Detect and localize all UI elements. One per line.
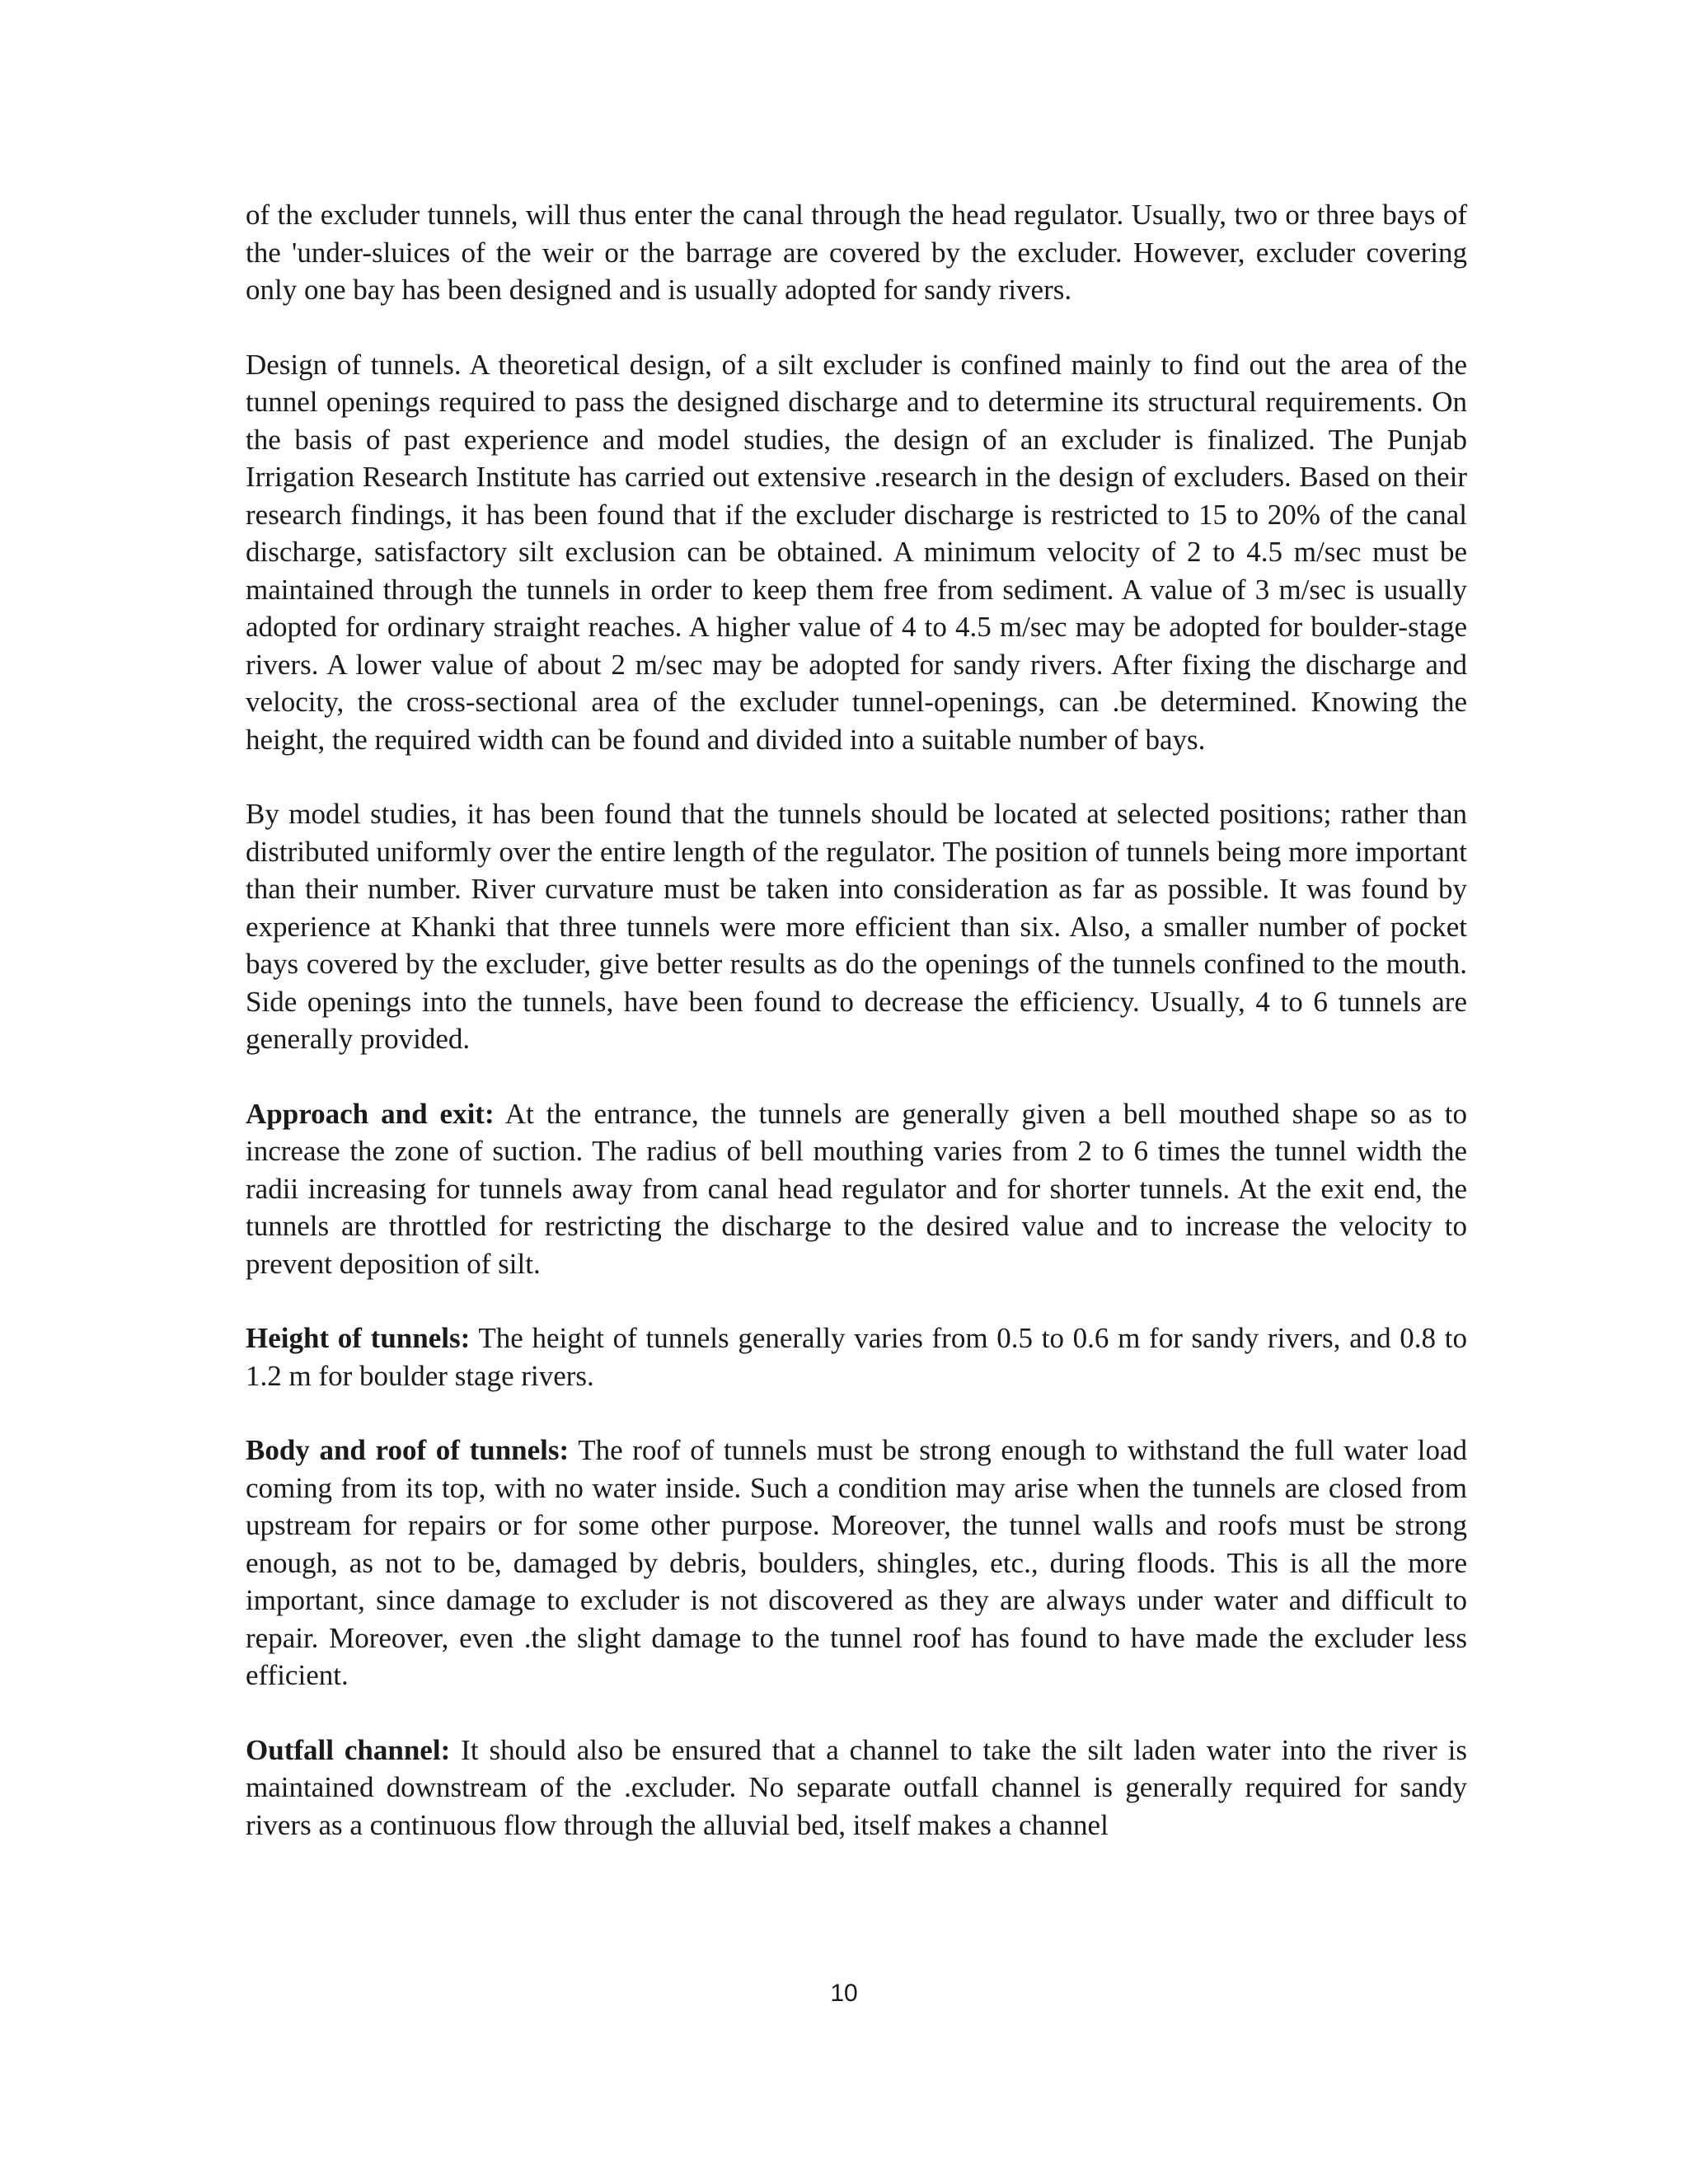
paragraph-text: At the entrance, the tunnels are generally given a bell mouthed shape so as to increase the zone of suction. The radius of bell mouthing varies from 2 to 6 times the tunnel width the radii increasing for tunnels away from canal head regulator and for shorter tunnels. At the exit end, the tunnels are throttled for restricting the discharge to the desired value and to increase the velocity to prevent deposition of silt. [246,1097,1468,1280]
paragraph-lead: Approach and exit: [246,1097,495,1130]
paragraph-lead: Body and roof of tunnels: [246,1434,570,1466]
paragraph-text: By model studies, it has been found that the tunnels should be located at selected positions; rather than distributed uniformly over the entire length of the regulator. The position of tunnels being more important than their number. River curvature must be taken into consideration as far as possible. It was found by experience at Khanki that three tunnels were more efficient than six. Also, a smaller number of pocket bays covered by the excluder, give better results as do the openings of the tunnels confined to the mouth. Side openings into the tunnels, have been found to decrease the efficiency. Usually, 4 to 6 tunnels are generally provided. [246,798,1467,1055]
paragraph-lead: Outfall channel: [246,1733,451,1766]
paragraph-text: The roof of tunnels must be strong enough to withstand the full water load coming from its top, with no water inside. Such a condition may arise when the tunnels are closed from upstream for repairs or for some other purpose. Moreover, the tunnel walls and roofs must be strong enough, as not to be, damaged by debris, boulders, shingles, etc., during floods. This is all the more important, since damage to excluder is not discovered as they are always under water and difficult to repair. Moreover, even .the slight damage to the tunnel roof has found to have made the excluder less efficient. [246,1434,1467,1691]
paragraph-body-and-roof [246,1432,1467,1694]
page-number: 10 [830,1980,858,2007]
paragraph-text: of the excluder tunnels, will thus enter the canal through the head regulator. Usually, two or three bays of the 'under-sluices of the weir or the barrage are covered by the excluder. However, excluder covering only one bay has been designed and is usually adopted for sandy rivers. [246,199,1467,306]
paragraph-text: The height of tunnels generally varies from 0.5 to 0.6 m for sandy rivers, and 0.8 to 1.2 m for boulder stage rivers. [246,1322,1467,1392]
paragraph-text: Design of tunnels. A theoretical design, of a silt excluder is confined mainly to find out the area of the tunnel openings required to pass the designed discharge and to determine its structural requirements. On the basis of past experience and model studies, the design of an excluder is finalized. The Punjab Irrigation Research Institute has carried out extensive .research in the design of excluders. Based on their research findings, it has been found that if the excluder discharge is restricted to 15 to 20% of the canal discharge, satisfactory silt exclusion can be obtained. A minimum velocity of 2 to 4.5 m/sec must be maintained through the tunnels in order to keep them free from sediment. A value of 3 m/sec is usually adopted for ordinary straight reaches. A higher value of 4 to 4.5 m/sec may be adopted for boulder-stage rivers. A lower value of about 2 m/sec may be adopted for sandy rivers. After fixing the discharge and velocity, the cross-sectional area of the excluder tunnel-openings, can .be determined. Knowing the height, the required width can be found and divided into a suitable number of bays. [246,348,1467,756]
paragraph-approach-and-exit [246,1095,1467,1283]
paragraph-design-of-tunnels [246,346,1467,759]
paragraph-text: It should also be ensured that a channel to take the silt laden water into the river is maintained downstream of the .excluder. No separate outfall channel is generally required for sandy rivers as a continuous flow through the alluvial bed, itself makes a channel [246,1733,1467,1841]
paragraph-lead: Height of tunnels: [246,1322,471,1354]
paragraph-excluder-bays [246,196,1467,309]
paragraph-model-studies [246,795,1467,1058]
document-body [246,196,1467,1844]
paragraph-outfall-channel [246,1732,1467,1844]
paragraph-height-of-tunnels [246,1319,1467,1394]
